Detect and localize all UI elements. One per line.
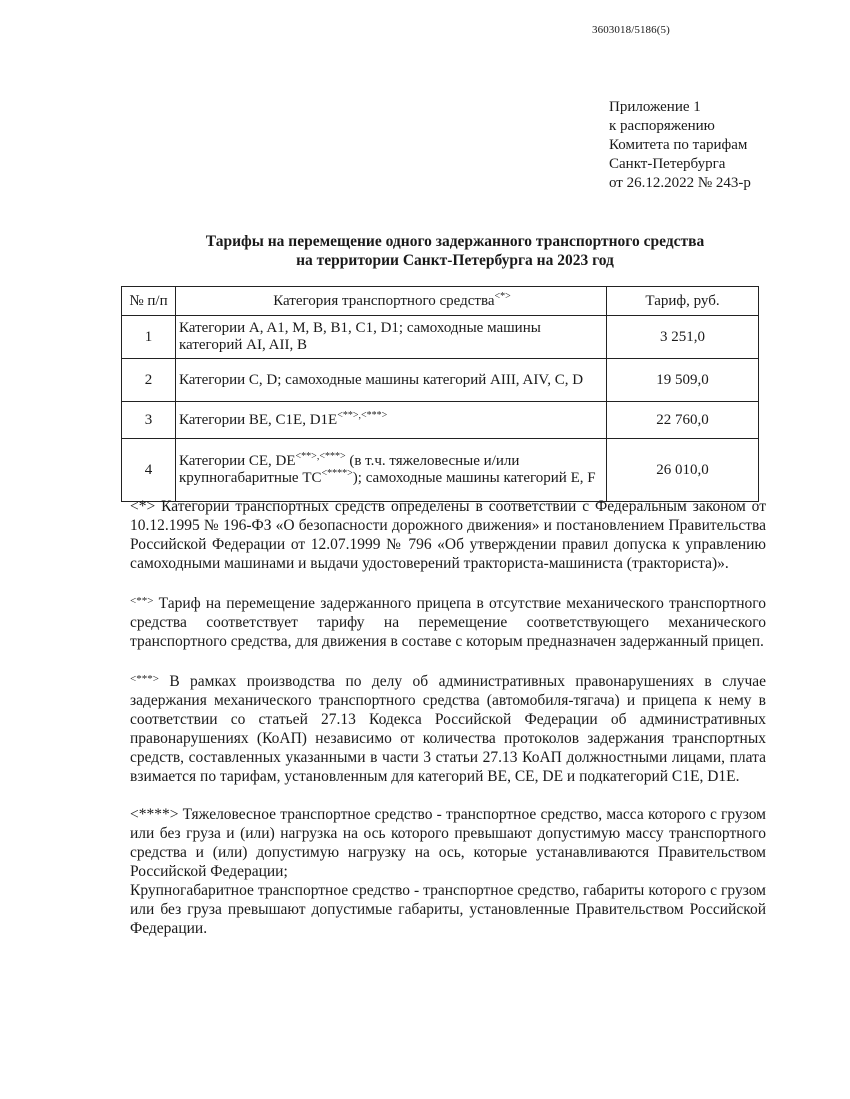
footnote-mark: <**>,<***> [295, 451, 346, 462]
footnote-1 [130, 497, 766, 573]
document-number: 3603018/5186(5) [592, 24, 670, 36]
footnote-text: Категории транспортных средств определены в соответствии с Федеральным законом от 10.12.1995 № 196-ФЗ «О безопасности дорожного движения» и постановлением Правительства Российской Федерации от 12.07.1999 № 796 «Об утверждении правил допуска к управлению самоходными машинами и выдачи удостоверений тракториста-машиниста (тракториста)». [130, 498, 766, 572]
category-text: ); самоходные машины категорий E, F [352, 470, 596, 486]
category-text: Категории BE, C1E, D1E [179, 411, 338, 428]
table-row [122, 439, 759, 502]
header-num: № п/п [122, 287, 176, 316]
footnote-2 [130, 592, 766, 651]
footnote-mark: <***> [130, 673, 159, 685]
document-title [120, 232, 790, 270]
row-price: 19 509,0 [607, 359, 759, 402]
row-num: 1 [122, 316, 176, 359]
table-row [122, 402, 759, 439]
footnote-mark: <**> [130, 595, 154, 607]
footnote-5 [130, 881, 766, 938]
footnote-3 [130, 670, 766, 786]
row-category [176, 359, 607, 402]
appendix-line: к распоряжению [609, 118, 715, 134]
footnote-mark: <****> [130, 806, 179, 823]
title-line-1: Тарифы на перемещение одного задержанного транспортного средства [205, 233, 705, 250]
header-price: Тариф, руб. [607, 287, 759, 316]
header-category-label: Категория транспортного средства [273, 292, 495, 309]
row-category [176, 316, 607, 359]
header-category [176, 287, 607, 316]
appendix-header [609, 98, 751, 193]
category-text: Категории A, A1, M, B, B1, C1, D1; самоходные машины категорий AI, AII, B [179, 320, 541, 353]
footnote-mark: <*> [130, 498, 156, 515]
appendix-line: Санкт-Петербурга [609, 156, 726, 172]
table-row [122, 316, 759, 359]
category-text: Категории CE, DE [179, 453, 296, 469]
row-category [176, 439, 607, 502]
row-num: 2 [122, 359, 176, 402]
row-num: 4 [122, 439, 176, 502]
footnote-mark: <**>,<***> [337, 409, 388, 421]
footnote-text: Тариф на перемещение задержанного прицепа в отсутствие механического транспортного средства соответствует тарифу на перемещение соответствующего механического транспортного средства, для движения в составе с которым предназначен задержанный прицеп. [130, 595, 766, 650]
footnote-text: Крупногабаритное транспортное средство - транспортное средство, габариты которого с грузом или без груза превышают допустимые габариты, установленные Правительством Российской Федерации. [130, 882, 766, 937]
tariff-table [121, 286, 759, 502]
row-price: 26 010,0 [607, 439, 759, 502]
table-header-row [122, 287, 759, 316]
row-price: 3 251,0 [607, 316, 759, 359]
footnote-text: В рамках производства по делу об административных правонарушениях в случае задержания механического транспортного средства (автомобиля-тягача) и прицепа к нему в соответствии со статьей 27.13 Кодекса Российской Федерации об административных правонарушениях (КоАП) независимо от количества протоколов задержания транспортных средств, составленных указанными в части 3 статьи 27.13 КоАП должностными лицами, плата взимается по тарифам, установленным для категорий BE, CE, DE и подкатегорий C1E, D1E. [130, 673, 766, 785]
category-text: (в т.ч. тяжеловесные и/или крупногабаритные ТС [179, 453, 520, 486]
footnote-mark: <****> [321, 468, 353, 479]
table-row [122, 359, 759, 402]
row-category [176, 402, 607, 439]
footnote-4 [130, 805, 766, 881]
row-price: 22 760,0 [607, 402, 759, 439]
category-text: Категории C, D; самоходные машины категорий AIII, AIV, C, D [179, 371, 584, 388]
footnotes [130, 497, 766, 957]
title-line-2: на территории Санкт-Петербурга на 2023 год [296, 252, 614, 269]
row-num: 3 [122, 402, 176, 439]
appendix-line: Комитета по тарифам [609, 137, 748, 153]
footnote-text: Тяжеловесное транспортное средство - транспортное средство, масса которого с грузом или без груза и (или) нагрузка на ось которого превышают допустимую массу транспортного средства и (или) допустимую нагрузку на ось, которые устанавливаются Правительством Российской Федерации; [130, 806, 766, 880]
appendix-line: от 26.12.2022 № 243-р [609, 175, 751, 191]
footnote-mark: <*> [494, 290, 511, 302]
appendix-line: Приложение 1 [609, 99, 701, 115]
